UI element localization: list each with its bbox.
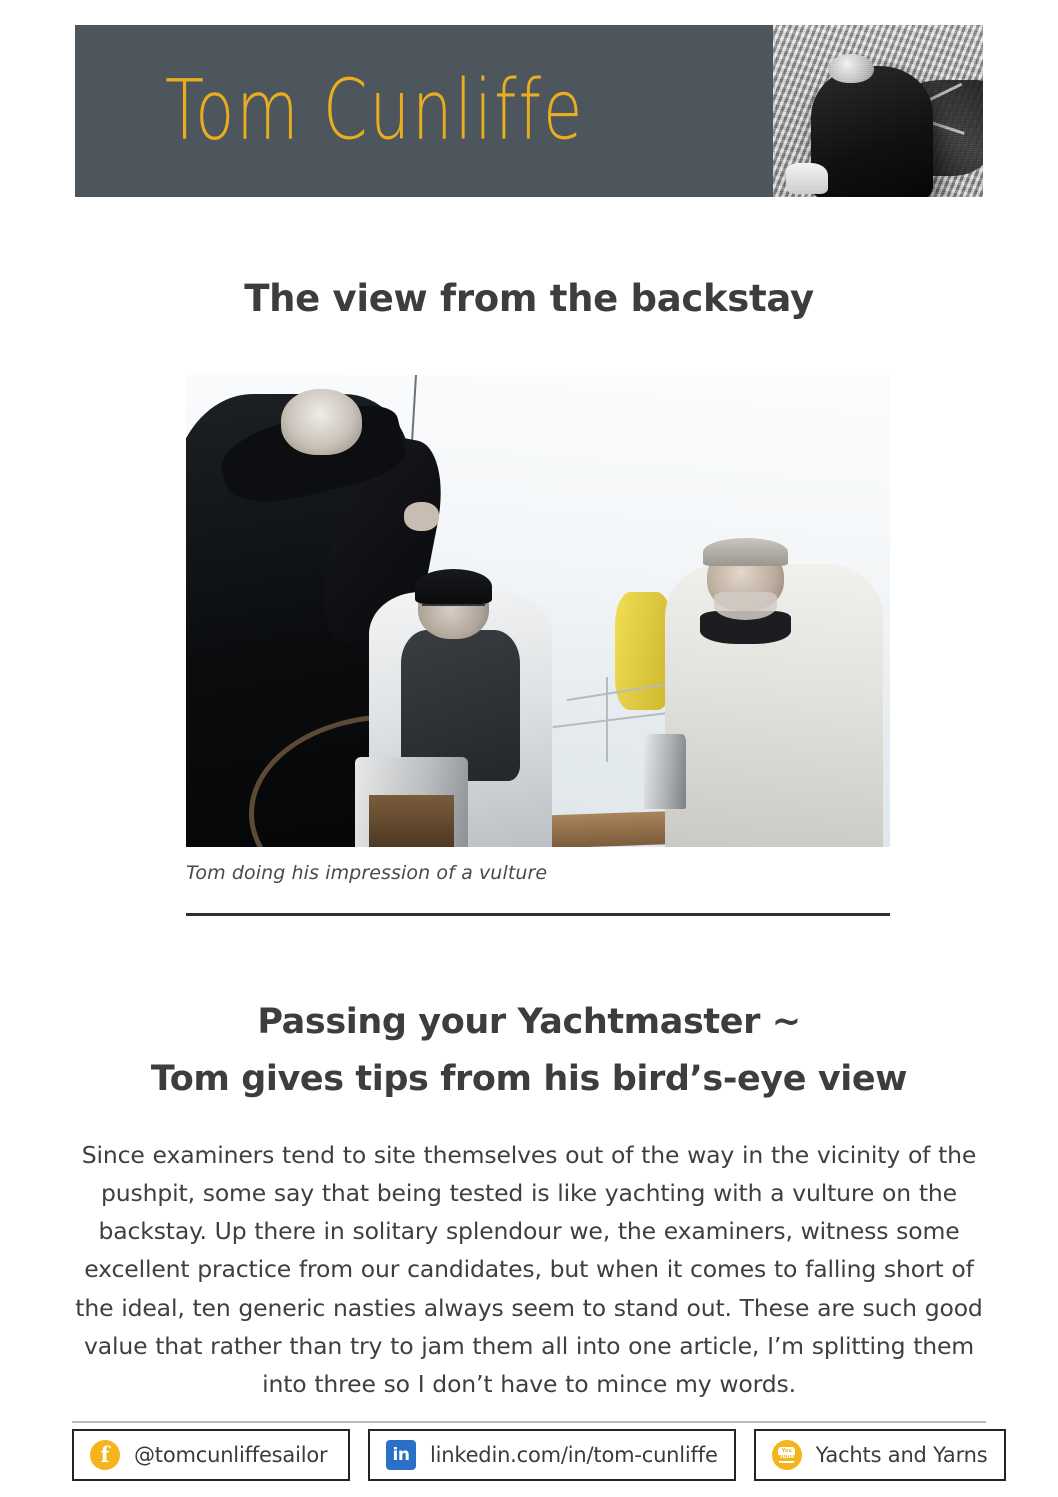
masthead-photo-grain [773, 25, 983, 197]
footer-divider [72, 1421, 986, 1423]
masthead-brand-area [75, 25, 773, 197]
footer-social-bar [72, 1429, 986, 1481]
hero-photo [186, 375, 890, 847]
facebook-icon [90, 1440, 120, 1470]
article-subhead [0, 994, 1058, 1107]
article-body-paragraph: Since examiners tend to site themselves out of the way in the vicinity of the pushpit, some say that being tested is like yachting with a vulture on the backstay. Up there in solitary splendour we, the examiners, witness some excellent practice from our candidates, but when it comes to falling short of the ideal, ten generic nasties always seem to stand out. These are such good value that rather than try to jam them all into one article, I’m splitting them into three so I don’t have to mince my words. [75, 1140, 983, 1399]
hero-photo-winch [644, 734, 686, 810]
linkedin-url-label: linkedin.com/in/tom-cunliffe [430, 1443, 718, 1467]
hero-photo-caption: Tom doing his impression of a vulture [186, 862, 548, 884]
youtube-icon-tube: Tube [779, 1454, 795, 1461]
facebook-handle-label: @tomcunliffesailor [134, 1443, 328, 1467]
youtube-icon-box [778, 1447, 795, 1463]
hero-photo-standing-sailor-head [281, 389, 362, 455]
section-divider [186, 913, 890, 916]
brand-title: Tom Cunliffe [165, 62, 585, 159]
linkedin-badge[interactable] [368, 1429, 736, 1481]
masthead [75, 25, 983, 197]
article-subhead-line-1: Passing your Yachtmaster ~ [257, 1002, 801, 1043]
youtube-badge[interactable] [754, 1429, 1006, 1481]
youtube-icon [772, 1440, 802, 1470]
facebook-badge[interactable] [72, 1429, 350, 1481]
facebook-icon-glyph: f [100, 1441, 110, 1467]
linkedin-icon [386, 1440, 416, 1470]
hero-photo-hair [703, 538, 787, 566]
page-headline: The view from the backstay [244, 276, 814, 320]
hero-photo-beanie-hat [415, 569, 492, 604]
masthead-portrait-photo [773, 25, 983, 197]
hero-photo-hand-on-stay [404, 502, 439, 530]
youtube-icon-you: You [781, 1448, 792, 1455]
article-subhead-line-2: Tom gives tips from his bird’s-eye view [150, 1058, 908, 1099]
youtube-channel-label: Yachts and Yarns [815, 1443, 988, 1467]
hero-photo-yellow-fender [615, 592, 671, 710]
hero-photo-glasses [422, 604, 485, 606]
linkedin-icon-glyph: in [392, 1444, 410, 1465]
hero-photo-binnacle-base [369, 795, 453, 847]
